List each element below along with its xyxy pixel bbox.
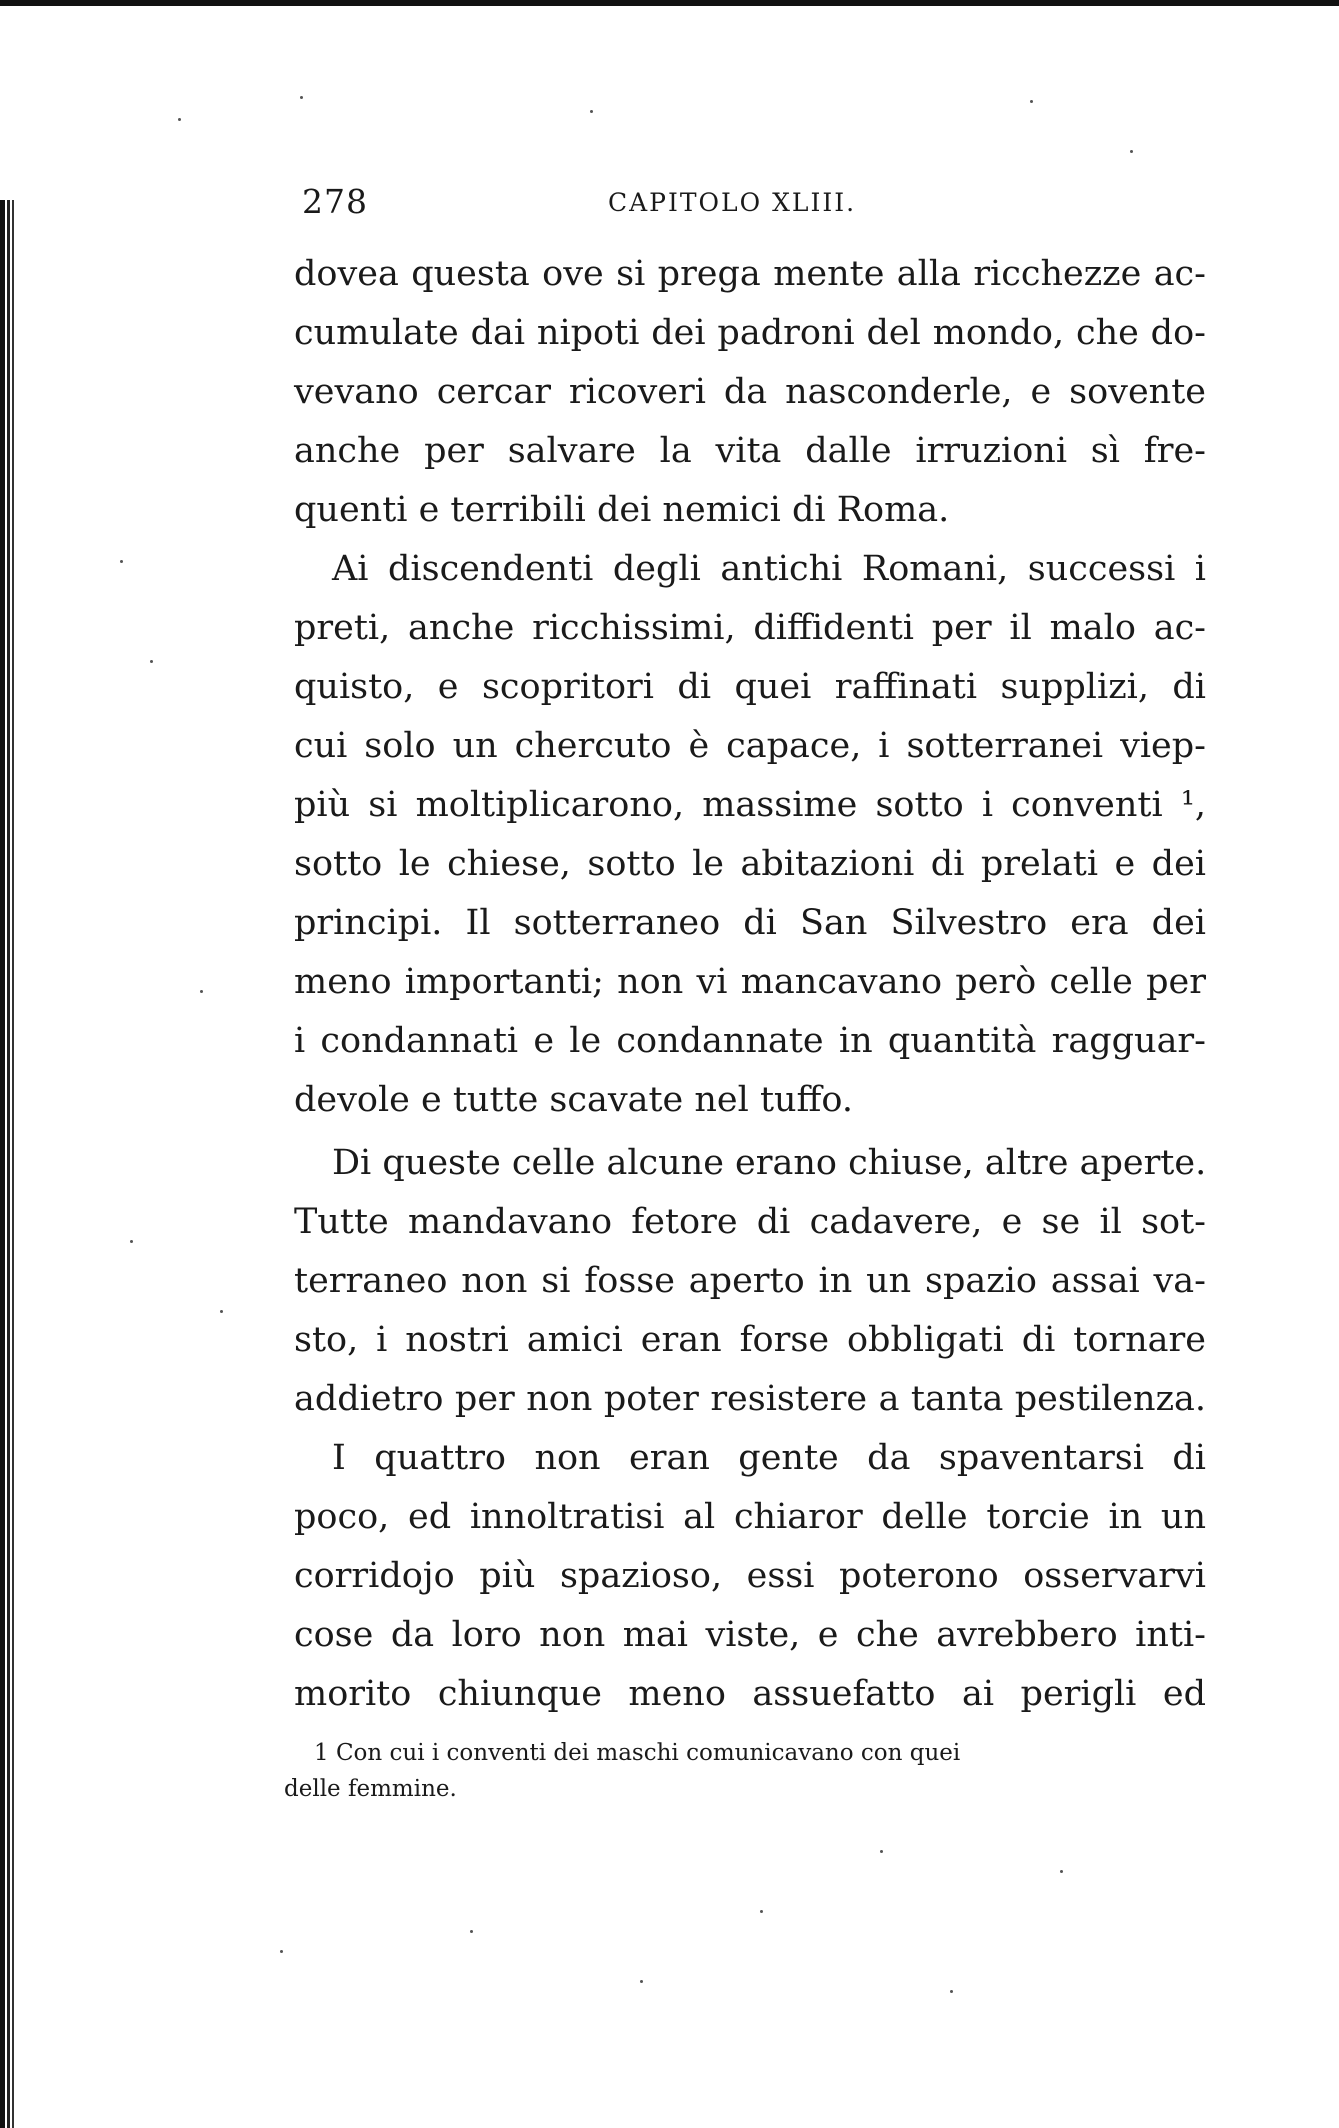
text-line: cui solo un chercuto è capace, i sotterranei viep-	[294, 726, 1206, 766]
page-header	[302, 182, 1222, 226]
scan-speck	[150, 660, 153, 663]
text-line: anche per salvare la vita dalle irruzioni sì fre-	[294, 431, 1206, 471]
running-head: CAPITOLO XLIII.	[608, 188, 857, 217]
scan-speck	[760, 1910, 763, 1913]
page-top-edge	[0, 0, 1339, 6]
text-line: dovea questa ove si prega mente alla ricchezze ac-	[294, 254, 1206, 294]
text-line: quenti e terribili dei nemici di Roma.	[294, 490, 950, 530]
text-line: preti, anche ricchissimi, diffidenti per il malo ac-	[294, 608, 1206, 648]
text-line: Tutte mandavano fetore di cadavere, e se il sot-	[294, 1202, 1206, 1242]
text-line: quisto, e scopritori di quei raffinati supplizi, di	[294, 667, 1206, 707]
text-line: corridojo più spazioso, essi poterono osservarvi	[294, 1556, 1206, 1596]
scan-speck	[178, 118, 181, 121]
body-text	[294, 245, 1206, 1724]
text-line: sotto le chiese, sotto le abitazioni di prelati e dei	[294, 844, 1206, 884]
text-line: devole e tutte scavate nel tuffo.	[294, 1080, 854, 1120]
scan-speck	[1130, 150, 1133, 153]
text-line: terraneo non si fosse aperto in un spazio assai va-	[294, 1261, 1206, 1301]
scan-speck	[130, 1240, 133, 1243]
footnote-line: delle femmine.	[284, 1776, 457, 1802]
scan-speck	[640, 1980, 643, 1983]
scan-speck	[1030, 100, 1033, 103]
text-line: principi. Il sotterraneo di San Silvestro era dei	[294, 903, 1206, 943]
scan-speck	[300, 96, 303, 99]
text-line: Ai discendenti degli antichi Romani, successi i	[332, 549, 1206, 589]
footnote	[284, 1735, 1204, 1807]
text-line: Di queste celle alcune erano chiuse, altre aperte.	[332, 1143, 1207, 1183]
text-line: cumulate dai nipoti dei padroni del mondo, che do-	[294, 313, 1206, 353]
scan-speck	[120, 560, 123, 563]
scan-speck	[280, 1950, 283, 1953]
text-line: addietro per non poter resistere a tanta pestilenza.	[294, 1379, 1206, 1419]
text-line: più si moltiplicarono, massime sotto i conventi ¹,	[294, 785, 1206, 825]
text-line: morito chiunque meno assuefatto ai perigli ed	[294, 1674, 1206, 1714]
text-line: sto, i nostri amici eran forse obbligati di tornare	[294, 1320, 1206, 1360]
scan-speck	[950, 1990, 953, 1993]
text-line: cose da loro non mai viste, e che avrebbero inti-	[294, 1615, 1206, 1655]
scan-speck	[470, 1930, 473, 1933]
binding-edge	[0, 200, 16, 2128]
text-line: I quattro non eran gente da spaventarsi di	[332, 1438, 1206, 1478]
scan-speck	[200, 990, 203, 993]
footnote-line: 1 Con cui i conventi dei maschi comunicavano con quei	[314, 1740, 961, 1766]
text-line: i condannati e le condannate in quantità ragguar-	[294, 1021, 1206, 1061]
scan-speck	[1060, 1870, 1063, 1873]
text-line: meno importanti; non vi mancavano però celle per	[294, 962, 1206, 1002]
text-line: poco, ed innoltratisi al chiaror delle torcie in un	[294, 1497, 1206, 1537]
text-line: vevano cercar ricoveri da nasconderle, e sovente	[294, 372, 1206, 412]
scan-speck	[220, 1310, 223, 1313]
scan-speck	[590, 110, 593, 113]
page-number: 278	[302, 182, 368, 221]
scan-speck	[880, 1850, 883, 1853]
